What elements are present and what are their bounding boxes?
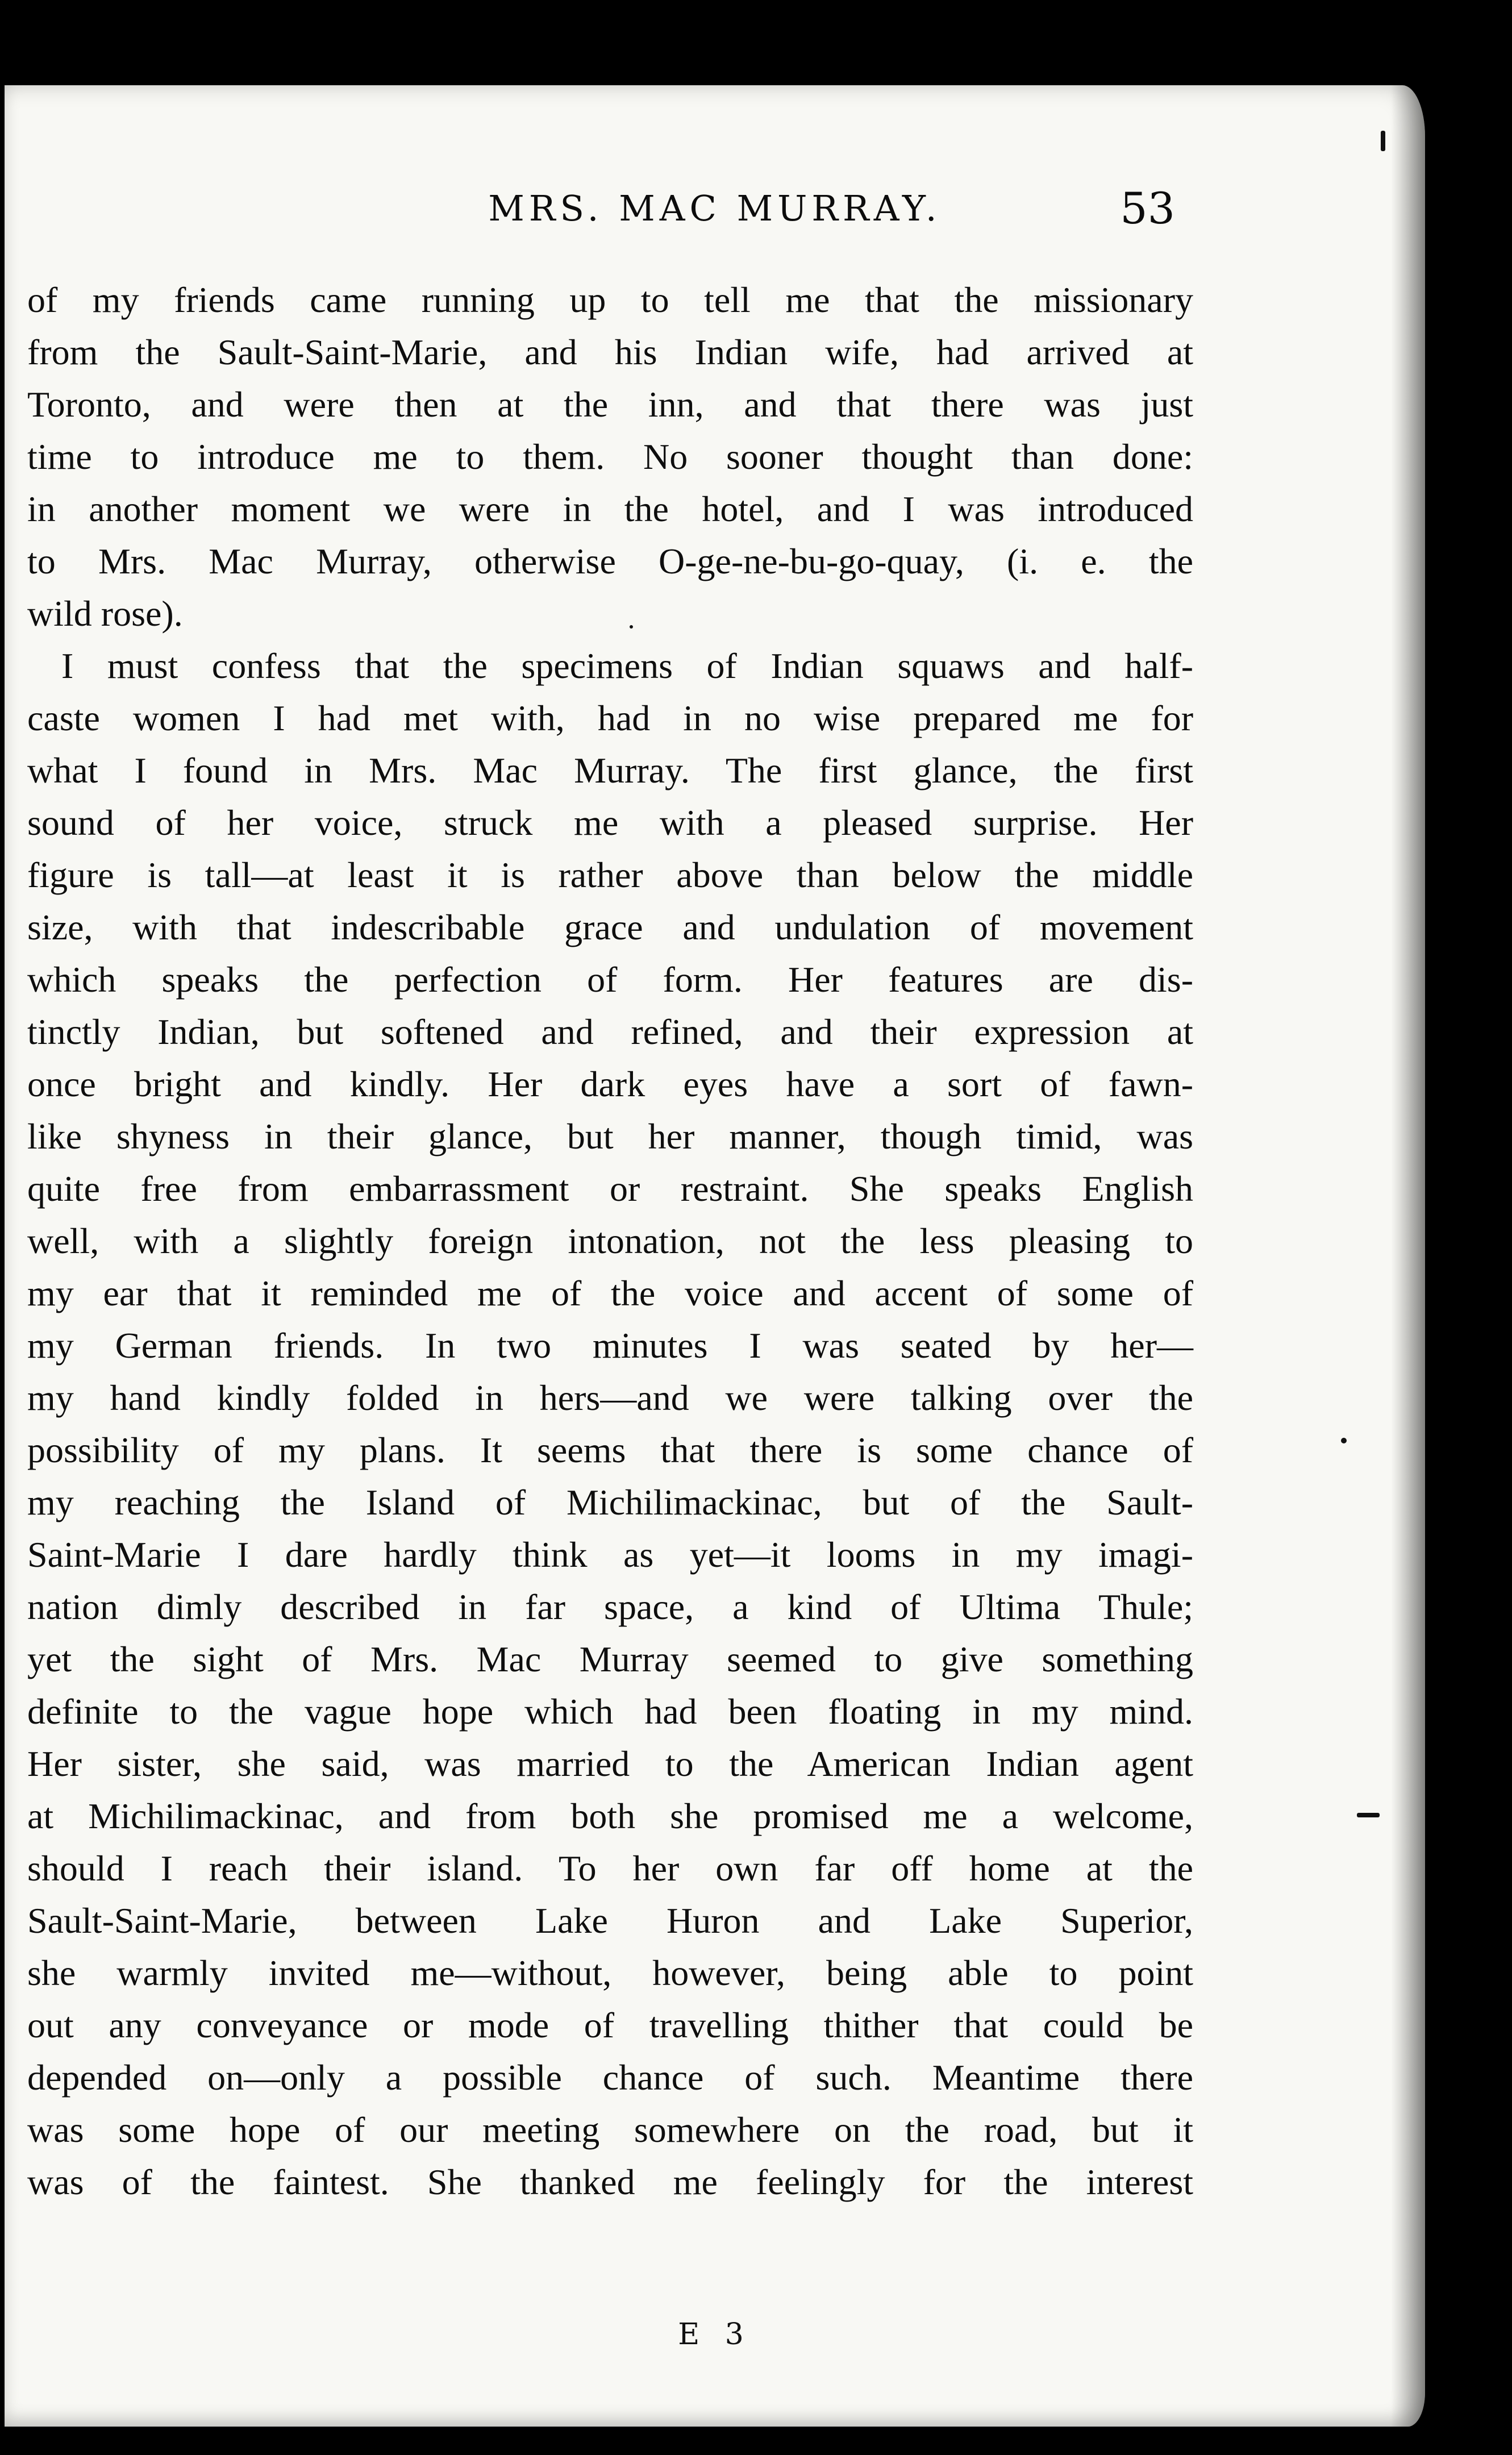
text-line: nation dimly described in far space, a kind of Ultima Thule;: [27, 1587, 1193, 1627]
ink-speck: [1341, 1438, 1347, 1443]
text-line: of my friends came running up to tell me that the missionary: [27, 280, 1193, 320]
text-line: what I found in Mrs. Mac Murray. The first glance, the first: [27, 750, 1193, 790]
text-line: sound of her voice, struck me with a pleased surprise. Her: [27, 802, 1193, 843]
page-number: 53: [1120, 183, 1175, 234]
text-line: Saint-Marie I dare hardly think as yet—it looms in my imagi-: [27, 1534, 1193, 1575]
text-line: Her sister, she said, was married to the American Indian agent: [27, 1744, 1193, 1784]
text-line: yet the sight of Mrs. Mac Murray seemed to give something: [27, 1639, 1193, 1679]
text-line: depended on—only a possible chance of such. Meantime there: [27, 2057, 1193, 2098]
text-line: my reaching the Island of Michilimackinac, but of the Sault-: [27, 1482, 1193, 1522]
ink-speck: [1381, 131, 1385, 151]
text-line: Toronto, and were then at the inn, and that there was just: [27, 384, 1193, 425]
text-line: to Mrs. Mac Murray, otherwise O-ge-ne-bu-go-quay, (i. e. the: [27, 541, 1193, 581]
text-line: time to introduce me to them. No sooner thought than done:: [27, 436, 1193, 477]
text-line: possibility of my plans. It seems that there is some chance of: [27, 1430, 1193, 1470]
text-line: from the Sault-Saint-Marie, and his Indian wife, had arrived at: [27, 332, 1193, 372]
body-text: [27, 274, 1193, 2208]
text-line: was of the faintest. She thanked me feelingly for the interest: [27, 2162, 1193, 2202]
text-line: I must confess that the specimens of Indian squaws and half-: [61, 646, 1193, 686]
text-line: my German friends. In two minutes I was seated by her—: [27, 1325, 1193, 1366]
text-line: my ear that it reminded me of the voice and accent of some of: [27, 1273, 1193, 1313]
text-line: figure is tall—at least it is rather above than below the middle: [27, 855, 1193, 895]
text-line: should I reach their island. To her own far off home at the: [27, 1848, 1193, 1888]
ink-speck: [1357, 1813, 1380, 1817]
text-line: caste women I had met with, had in no wise prepared me for: [27, 698, 1193, 738]
text-line: size, with that indescribable grace and undulation of movement: [27, 907, 1193, 947]
text-line: quite free from embarrassment or restraint. She speaks English: [27, 1168, 1193, 1209]
ink-speck: [630, 625, 633, 629]
page-edge-shadow: [1391, 85, 1425, 2427]
running-head: [5, 183, 1425, 244]
text-line: like shyness in their glance, but her manner, though timid, was: [27, 1116, 1193, 1156]
text-line: she warmly invited me—without, however, being able to point: [27, 1953, 1193, 1993]
signature-mark: E 3: [678, 2317, 752, 2352]
text-line: in another moment we were in the hotel, and I was introduced: [27, 489, 1193, 529]
text-line: out any conveyance or mode of travelling thither that could be: [27, 2005, 1193, 2045]
text-line: wild rose).: [27, 593, 183, 634]
text-line: once bright and kindly. Her dark eyes have a sort of fawn-: [27, 1064, 1193, 1104]
text-line: which speaks the perfection of form. Her features are dis-: [27, 959, 1193, 1000]
book-page: [5, 85, 1425, 2427]
text-line: my hand kindly folded in hers—and we were talking over the: [27, 1378, 1193, 1418]
running-title: MRS. MAC MURRAY.: [488, 188, 942, 229]
text-line: Sault-Saint-Marie, between Lake Huron and Lake Superior,: [27, 1900, 1193, 1941]
text-line: at Michilimackinac, and from both she promised me a welcome,: [27, 1796, 1193, 1836]
text-line: tinctly Indian, but softened and refined, and their expression at: [27, 1012, 1193, 1052]
text-line: was some hope of our meeting somewhere on the road, but it: [27, 2109, 1193, 2150]
text-line: well, with a slightly foreign intonation, not the less pleasing to: [27, 1221, 1193, 1261]
text-line: definite to the vague hope which had been floating in my mind.: [27, 1691, 1193, 1732]
